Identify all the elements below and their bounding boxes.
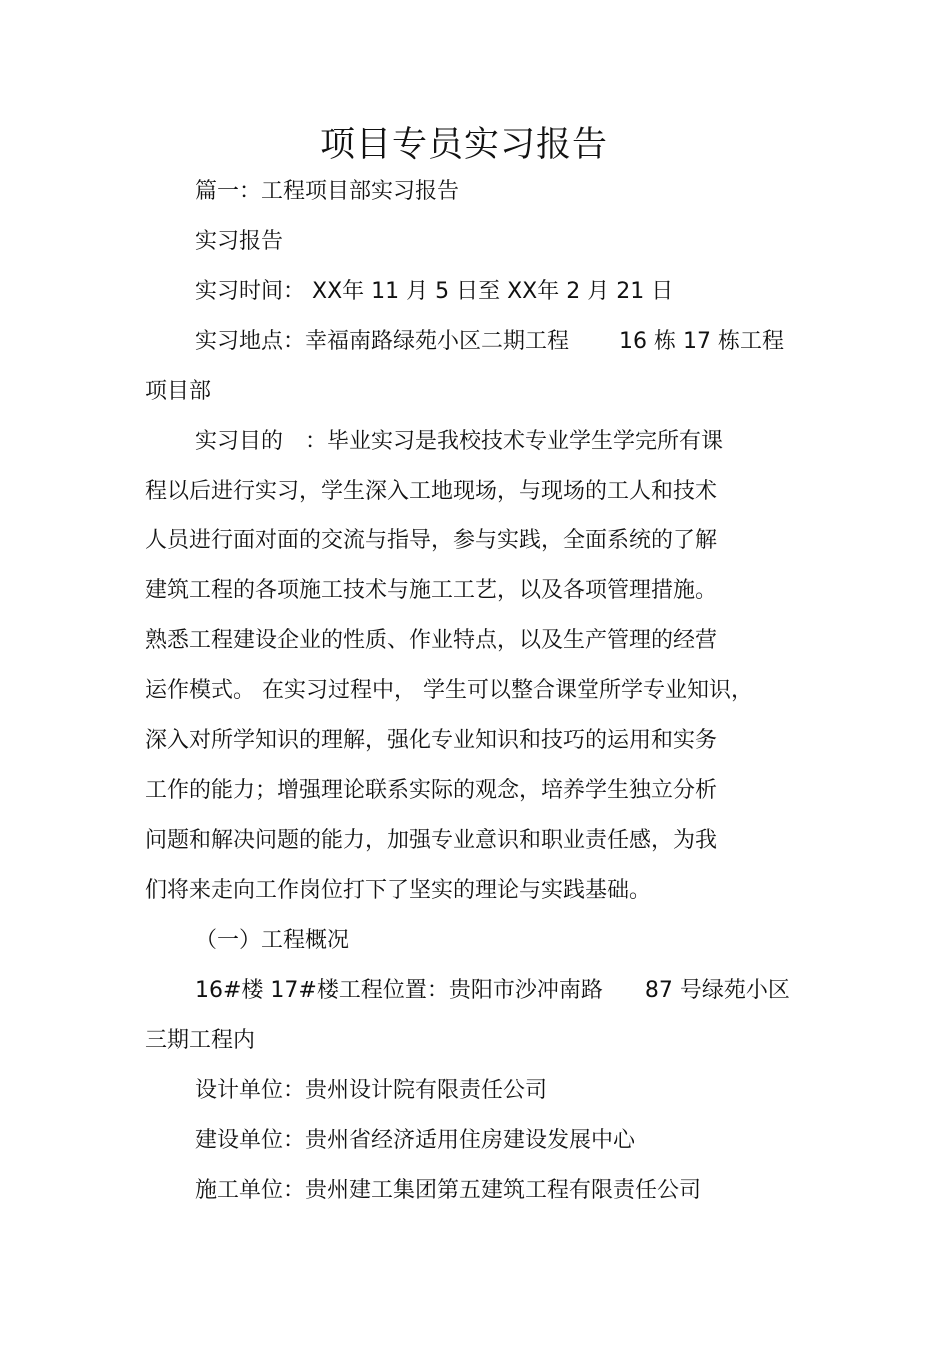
project-location-continued: 三期工程内 [145, 1028, 256, 1053]
project-location [195, 976, 790, 1006]
location-text: 实习地点：幸福南路绿苑小区二期工程 [195, 329, 570, 354]
paragraph-line: 深入对所学知识的理解，强化专业知识和技巧的运用和实务 [145, 728, 718, 753]
purpose-first-line [195, 427, 723, 457]
construction-owner: 建设单位：贵州省经济适用住房建设发展中心 [195, 1128, 636, 1153]
chapter-heading: 篇一：工程项目部实习报告 [195, 179, 460, 204]
purpose-text: ：毕业实习是我校技术专业学生学完所有课 [305, 429, 724, 454]
paragraph-line: 熟悉工程建设企业的性质、作业特点，以及生产管理的经营 [145, 628, 718, 653]
paragraph-line: 人员进行面对面的交流与指导，参与实践，全面系统的了解 [145, 528, 718, 553]
document-title: 项目专员实习报告 [319, 125, 608, 165]
paragraph-line: 问题和解决问题的能力，加强专业意识和职业责任感，为我 [145, 828, 718, 853]
project-location-number: 87 号绿苑小区 [644, 978, 790, 1003]
location-building: 16 栋 17 栋工程 [619, 329, 784, 354]
project-location-text: 16#楼 17#楼工程位置：贵阳市沙冲南路 [195, 978, 603, 1003]
design-unit: 设计单位：贵州设计院有限责任公司 [195, 1078, 548, 1103]
contractor-unit: 施工单位：贵州建工集团第五建筑工程有限责任公司 [195, 1178, 702, 1203]
purpose-label: 实习目的 [195, 429, 284, 454]
paragraph-line: 建筑工程的各项施工技术与施工工艺，以及各项管理措施。 [145, 578, 718, 603]
paragraph-line: 程以后进行实习，学生深入工地现场，与现场的工人和技术 [145, 479, 718, 504]
paragraph-line: 工作的能力；增强理论联系实际的观念，培养学生独立分析 [145, 778, 718, 803]
location-continued: 项目部 [145, 379, 212, 404]
internship-time: 实习时间： XX年 11 月 5 日至 XX年 2 月 21 日 [195, 279, 674, 304]
section-heading-overview: （一）工程概况 [195, 928, 350, 953]
subheading-report: 实习报告 [195, 229, 284, 254]
paragraph-line: 们将来走向工作岗位打下了坚实的理论与实践基础。 [145, 878, 652, 903]
paragraph-line: 运作模式。 在实习过程中， 学生可以整合课堂所学专业知识， [145, 678, 753, 703]
internship-location [195, 327, 784, 357]
